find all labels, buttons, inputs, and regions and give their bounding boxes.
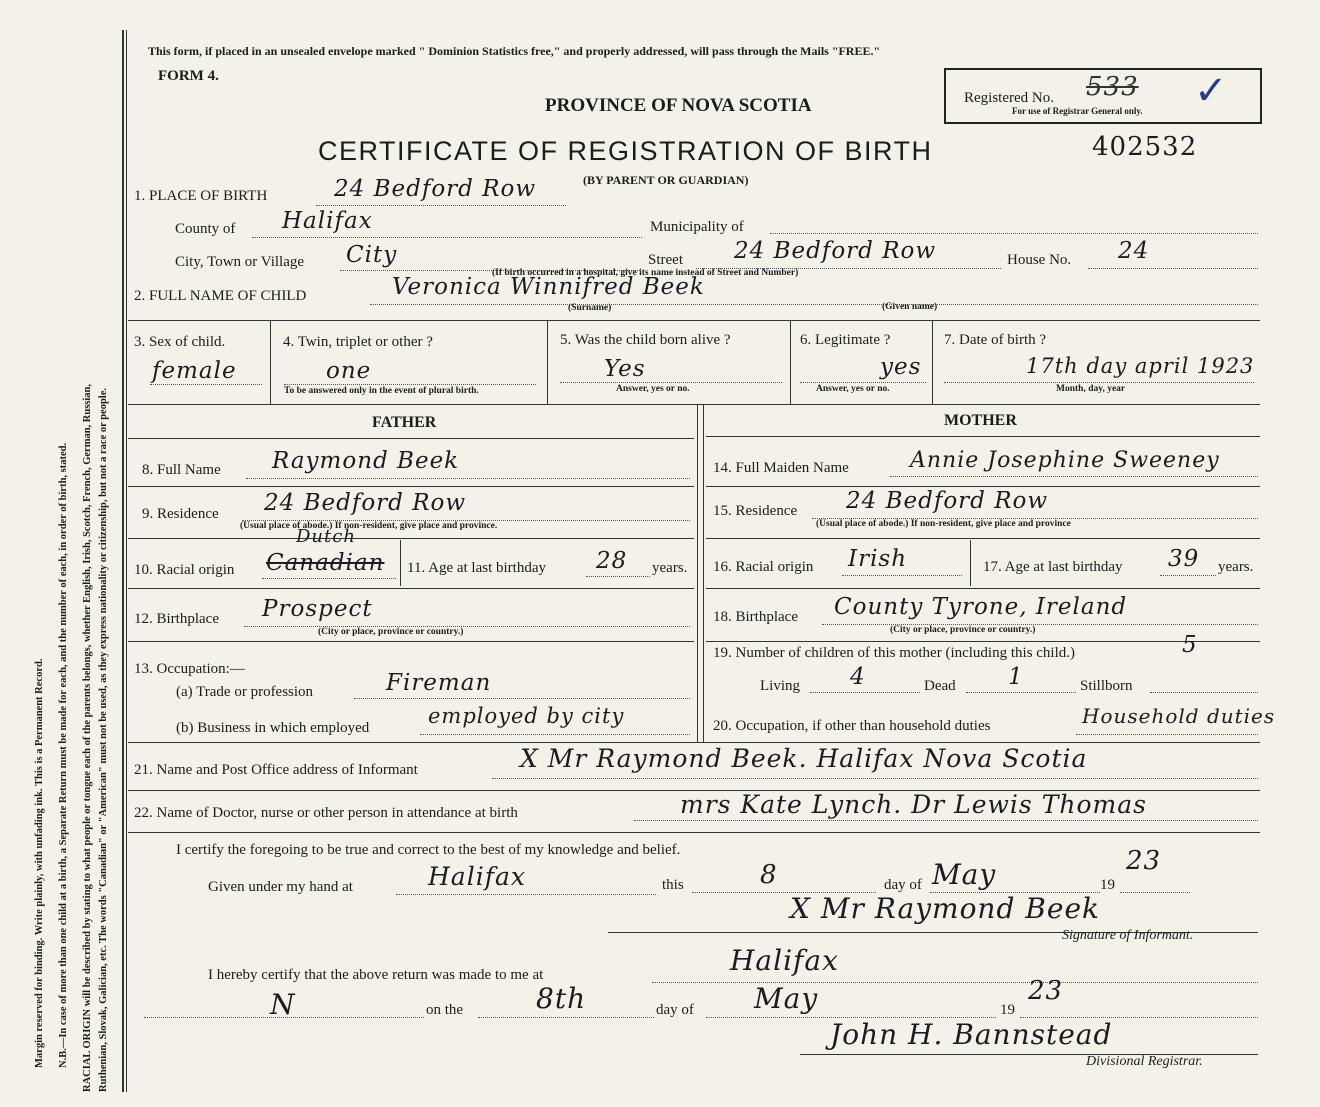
born-alive-note: Answer, yes or no. <box>616 384 690 394</box>
mother-age-value: 39 <box>1168 546 1200 572</box>
mother-age-label: 17. Age at last birthday <box>983 559 1123 575</box>
father-age-label: 11. Age at last birthday <box>407 560 546 576</box>
doctor-label: 22. Name of Doctor, nurse or other person in attendance at birth <box>134 805 518 821</box>
legitimate-value: yes <box>880 354 922 380</box>
registered-number-value: 533 <box>1086 72 1139 102</box>
father-trade-label: (a) Trade or profession <box>176 684 314 700</box>
given-name-note: (Given name) <box>882 302 938 312</box>
legitimate-note: Answer, yes or no. <box>816 384 890 394</box>
mother-occupation-value: Household duties <box>1082 704 1276 728</box>
informant-signature: X Mr Raymond Beek <box>790 892 1100 925</box>
registrar-signature-label: Divisional Registrar. <box>1086 1054 1203 1069</box>
registrar-mark: N <box>270 988 296 1021</box>
mother-dead-label: Dead <box>924 678 956 694</box>
father-birthplace-note: (City or place, province or country.) <box>318 627 464 637</box>
given-dayof-label: day of <box>884 877 922 893</box>
registrar-onthe-label: on the <box>426 1002 464 1018</box>
certify-statement: I certify the foregoing to be true and correct to the best of my knowledge and belief. <box>176 842 681 858</box>
mother-stillborn-label: Stillborn <box>1080 678 1133 694</box>
margin-note-racial-origin-2: Ruthenian, Slovak, Galician, etc. The words "Canadian" or "American" must not be used, as they express nationality or citizenship, but not a race or people. <box>98 387 109 1092</box>
registrar-month-value: May <box>754 982 819 1015</box>
twin-value: one <box>326 358 372 384</box>
mother-occupation-label: 20. Occupation, if other than household duties <box>713 718 991 734</box>
given-this-label: this <box>662 877 684 893</box>
mother-living-value: 4 <box>850 664 866 690</box>
registrar-statement: I hereby certify that the above return was made to me at <box>208 967 544 983</box>
father-residence-label: 9. Residence <box>142 506 219 522</box>
informant-signature-label: Signature of Informant. <box>1062 928 1194 943</box>
registrar-year-prefix: 19 <box>1000 1002 1015 1018</box>
registrar-general-note: For use of Registrar General only. <box>1012 106 1143 116</box>
father-age-value: 28 <box>596 548 628 574</box>
father-residence-value: 24 Bedford Row <box>264 490 467 516</box>
father-racial-origin-correction: Dutch <box>296 526 356 547</box>
registrar-year-value: 23 <box>1028 976 1064 1006</box>
mother-living-label: Living <box>760 678 800 694</box>
father-years-label: years. <box>652 560 688 576</box>
city-label: City, Town or Village <box>175 254 305 270</box>
province-heading: PROVINCE OF NOVA SCOTIA <box>545 95 812 116</box>
registrar-general-box <box>944 68 1262 124</box>
place-of-birth-value: 24 Bedford Row <box>334 176 537 202</box>
registrar-day-value: 8th <box>536 982 587 1015</box>
father-trade-value: Fireman <box>386 670 492 696</box>
mother-children-label: 19. Number of children of this mother (including this child.) <box>713 645 1076 661</box>
informant-value: X Mr Raymond Beek. Halifax Nova Scotia <box>520 744 1088 773</box>
mother-residence-label: 15. Residence <box>713 503 798 519</box>
given-day-value: 8 <box>760 860 778 890</box>
father-racial-origin-value: Canadian <box>266 550 385 576</box>
mother-residence-value: 24 Bedford Row <box>846 488 1049 514</box>
place-of-birth-label: 1. PLACE OF BIRTH <box>134 188 268 204</box>
mother-children-value: 5 <box>1182 632 1198 658</box>
mother-birthplace-label: 18. Birthplace <box>713 609 798 625</box>
mother-dead-value: 1 <box>1008 664 1024 690</box>
form-number: FORM 4. <box>158 68 219 84</box>
father-birthplace-label: 12. Birthplace <box>134 611 219 627</box>
father-residence-note: (Usual place of abode.) If non-resident, give place and province. <box>240 521 498 531</box>
mother-birthplace-note: (City or place, province or country.) <box>890 625 1036 635</box>
sex-label: 3. Sex of child. <box>134 334 226 350</box>
father-business-label: (b) Business in which employed <box>176 720 370 736</box>
checkmark-icon: ✓ <box>1194 68 1228 114</box>
certificate-subtitle: (BY PARENT OR GUARDIAN) <box>583 173 749 187</box>
informant-label: 21. Name and Post Office address of Informant <box>134 762 418 778</box>
mother-heading: MOTHER <box>944 412 1017 429</box>
mother-racial-origin-label: 16. Racial origin <box>713 559 814 575</box>
registrar-dayof-label: day of <box>656 1002 694 1018</box>
street-value: 24 Bedford Row <box>734 238 937 264</box>
date-of-birth-value: 17th day april 1923 <box>1026 354 1255 378</box>
county-label: County of <box>175 221 236 237</box>
legitimate-label: 6. Legitimate ? <box>800 332 891 348</box>
given-year-value: 23 <box>1126 846 1162 876</box>
date-of-birth-label: 7. Date of birth ? <box>944 332 1047 348</box>
child-name-label: 2. FULL NAME OF CHILD <box>134 288 307 304</box>
margin-border-line <box>122 30 124 1092</box>
given-year-prefix: 19 <box>1100 877 1115 893</box>
margin-border-line-inner <box>126 30 127 1092</box>
father-racial-origin-label: 10. Racial origin <box>134 562 235 578</box>
hospital-note: (If birth occurred in a hospital, give its name instead of Street and Number) <box>492 268 799 278</box>
twin-label: 4. Twin, triplet or other ? <box>283 334 433 350</box>
father-name-value: Raymond Beek <box>272 448 460 474</box>
surname-note: (Surname) <box>568 303 612 313</box>
margin-note-racial-origin: RACIAL ORIGIN will be described by stating to what people or tongue each of the parents belongs, whether English, Irish, Scotch, French, German, Russian, <box>82 383 93 1092</box>
father-business-value: employed by city <box>428 704 625 728</box>
mother-racial-origin-value: Irish <box>848 546 908 572</box>
born-alive-label: 5. Was the child born alive ? <box>560 332 731 348</box>
margin-note-multiple-births: N.B.—In case of more than one child at a birth, a Separate Return must be made for each, and the number of each, in order of birth, stated. <box>58 442 69 1068</box>
municipality-label: Municipality of <box>650 219 744 235</box>
mother-name-label: 14. Full Maiden Name <box>713 460 849 476</box>
registrar-place-value: Halifax <box>730 944 839 977</box>
street-label: Street <box>648 252 683 268</box>
city-value: City <box>346 242 398 268</box>
mail-notice: This form, if placed in an unsealed envelope marked " Dominion Statistics free," and properly addressed, will pass through the Mails "FREE." <box>148 44 881 58</box>
given-at-value: Halifax <box>428 862 526 891</box>
mother-years-label: years. <box>1218 559 1254 575</box>
father-occupation-label: 13. Occupation:— <box>134 661 245 677</box>
mother-birthplace-value: County Tyrone, Ireland <box>834 594 1128 620</box>
child-name-value: Veronica Winnifred Beek <box>392 274 705 300</box>
given-month-value: May <box>932 858 997 891</box>
mother-residence-note: (Usual place of abode.) If non-resident, give place and province <box>816 519 1071 529</box>
margin-note-binding: Margin reserved for binding. Write plainly, with unfading ink. This is a Permanent Record. <box>34 658 45 1068</box>
date-of-birth-note: Month, day, year <box>1056 384 1126 394</box>
father-birthplace-value: Prospect <box>262 596 373 622</box>
father-heading: FATHER <box>372 414 437 431</box>
house-number-value: 24 <box>1118 238 1150 264</box>
registrar-signature: John H. Bannstead <box>830 1018 1113 1051</box>
twin-note: To be answered only in the event of plural birth. <box>284 386 479 396</box>
certificate-title: CERTIFICATE OF REGISTRATION OF BIRTH <box>318 136 933 166</box>
mother-name-value: Annie Josephine Sweeney <box>910 448 1220 473</box>
handwritten-registration-number: 402532 <box>1092 132 1198 162</box>
house-number-label: House No. <box>1007 252 1072 268</box>
registered-number-label: Registered No. <box>964 90 1054 106</box>
county-value: Halifax <box>282 208 373 234</box>
father-name-label: 8. Full Name <box>142 462 221 478</box>
given-at-label: Given under my hand at <box>208 879 353 895</box>
born-alive-value: Yes <box>604 356 646 382</box>
sex-value: female <box>152 358 237 384</box>
doctor-value: mrs Kate Lynch. Dr Lewis Thomas <box>680 790 1147 819</box>
